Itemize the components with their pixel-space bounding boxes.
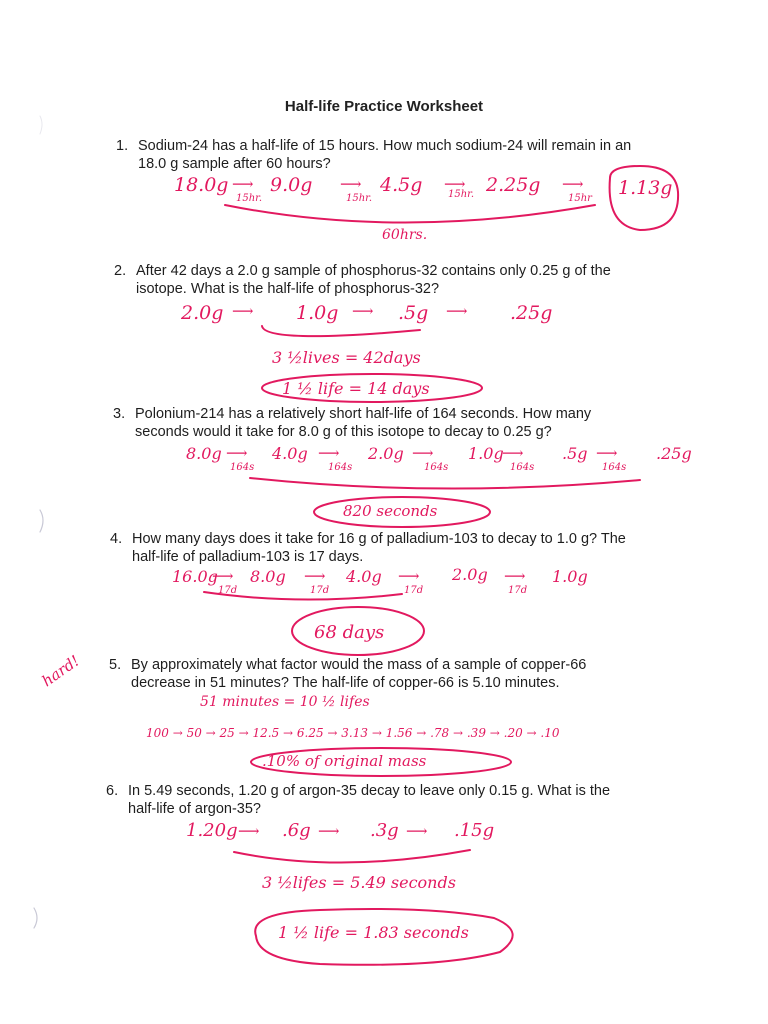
question-text-line: How many days does it take for 16 g of palladium-103 to decay to 1.0 g? The [132, 531, 626, 547]
question-text-line: half-life of argon-35? [128, 801, 261, 817]
hw-q4-step: 17d [508, 585, 528, 596]
question-6 [106, 782, 611, 818]
hw-q4-mass: 2.0g [452, 565, 488, 584]
hw-q3-mass: .5g [562, 444, 588, 463]
hw-q1-mass: 2.25g [486, 174, 541, 196]
hw-arrow: ⟶ [238, 822, 260, 840]
hw-q6-mass: 1.20g [186, 820, 238, 841]
hw-q2-mass: .5g [398, 302, 429, 324]
hw-q4-mass: 16.0g [172, 567, 218, 586]
hw-q6-work: 3 ½lifes = 5.49 seconds [262, 873, 456, 892]
question-text-line: half-life of palladium-103 is 17 days. [132, 549, 364, 565]
hw-q5-chain: 100 → 50 → 25 → 12.5 → 6.25 → 3.13 → 1.56 → .78 → .39 → .20 → .10 [146, 726, 560, 740]
question-text-line: seconds would it take for 8.0 g of this isotope to decay to 0.25 g? [135, 424, 552, 440]
hw-q6-mass: .6g [282, 820, 311, 841]
hw-q4-mass: 1.0g [552, 567, 588, 586]
hw-q3-mass: 4.0g [272, 444, 308, 463]
hw-arrow: ⟶ [232, 302, 254, 320]
question-text-line: 18.0 g sample after 60 hours? [138, 156, 331, 172]
question-number: 5. [109, 657, 122, 673]
hw-q4-step: 17d [310, 585, 330, 596]
hw-arrow: ⟶ [304, 567, 326, 585]
question-text-line: Sodium-24 has a half-life of 15 hours. How much sodium-24 will remain in an [138, 138, 632, 154]
hw-q3-step: 164s [230, 462, 255, 473]
hw-q4-mass: 8.0g [250, 567, 286, 586]
hw-q3-mass: .25g [656, 444, 692, 463]
hw-q1-total-time: 60hrs. [382, 227, 428, 243]
hw-q3-mass: 8.0g [186, 444, 222, 463]
question-text-line: Polonium-214 has a relatively short half-life of 164 seconds. How many [135, 406, 592, 422]
question-number: 2. [114, 263, 127, 279]
hw-q4-mass: 4.0g [346, 567, 382, 586]
hw-arrow: ⟶ [226, 444, 248, 462]
hw-q3-step: 164s [510, 462, 535, 473]
question-2 [114, 262, 611, 298]
hw-q1-step: 15hr. [346, 193, 373, 204]
question-text-line: After 42 days a 2.0 g sample of phosphorus-32 contains only 0.25 g of the [136, 263, 611, 279]
hw-arrow: ⟶ [352, 302, 374, 320]
hw-arrow: ⟶ [318, 822, 340, 840]
hw-arrow: ⟶ [232, 175, 254, 193]
hw-q5-work: 51 minutes = 10 ½ lifes [200, 694, 370, 710]
hw-q2-answer: 1 ½ life = 14 days [282, 379, 430, 398]
hw-q3-step: 164s [602, 462, 627, 473]
hw-q4-step: 17d [404, 585, 424, 596]
hw-q6-answer: 1 ½ life = 1.83 seconds [278, 923, 469, 942]
hw-q4-step: 17d [218, 585, 238, 596]
hw-q2-mass: 2.0g [181, 302, 224, 324]
hw-arrow: ⟶ [212, 567, 234, 585]
question-1 [116, 137, 632, 173]
hw-q1-mass: 18.0g [174, 174, 229, 196]
hw-arrow: ⟶ [412, 444, 434, 462]
hw-q2-work: 3 ½lives = 42days [272, 348, 421, 367]
question-text-line: isotope. What is the half-life of phosphorus-32? [136, 281, 440, 297]
hw-q1-step: 15hr. [448, 189, 475, 200]
hw-q1-answer: 1.13g [618, 177, 673, 199]
question-4 [110, 530, 626, 566]
hw-q6-mass: .3g [370, 820, 399, 841]
hw-arrow: ⟶ [562, 175, 584, 193]
hw-q5-margin-note: hard! [38, 651, 83, 691]
hw-q1-mass: 4.5g [380, 174, 423, 196]
question-text-line: In 5.49 seconds, 1.20 g of argon-35 decay to leave only 0.15 g. What is the [128, 783, 611, 799]
hw-q1-step: 15hr [568, 193, 592, 204]
question-5 [109, 656, 587, 692]
hw-arrow: ⟶ [446, 302, 468, 320]
question-number: 3. [113, 406, 126, 422]
hw-q5-answer: .10% of original mass [262, 752, 427, 770]
hw-arrow: ⟶ [398, 567, 420, 585]
hw-q3-step: 164s [328, 462, 353, 473]
hw-q2-mass: 1.0g [296, 302, 339, 324]
hw-arrow: ⟶ [504, 567, 526, 585]
question-text-line: decrease in 51 minutes? The half-life of copper-66 is 5.10 minutes. [131, 675, 560, 691]
question-text-line: By approximately what factor would the mass of a sample of copper-66 [131, 657, 587, 673]
hw-arrow: ⟶ [502, 444, 524, 462]
hw-q3-mass: 2.0g [368, 444, 404, 463]
hw-arrow: ⟶ [596, 444, 618, 462]
hw-q3-mass: 1.0g [468, 444, 504, 463]
worksheet-title: Half-life Practice Worksheet [284, 98, 484, 115]
hw-arrow: ⟶ [406, 822, 428, 840]
question-number: 1. [116, 138, 129, 154]
hw-q2-mass: .25g [510, 302, 553, 324]
hw-q6-mass: .15g [454, 820, 495, 841]
hw-arrow: ⟶ [444, 175, 466, 193]
hw-q3-step: 164s [424, 462, 449, 473]
hw-q1-step: 15hr. [236, 193, 263, 204]
question-number: 4. [110, 531, 123, 547]
question-number: 6. [106, 783, 119, 799]
hw-arrow: ⟶ [340, 175, 362, 193]
question-3 [113, 405, 592, 441]
hw-arrow: ⟶ [318, 444, 340, 462]
hw-q3-answer: 820 seconds [343, 502, 438, 520]
hw-q4-answer: 68 days [314, 622, 385, 643]
hw-q1-mass: 9.0g [270, 174, 313, 196]
